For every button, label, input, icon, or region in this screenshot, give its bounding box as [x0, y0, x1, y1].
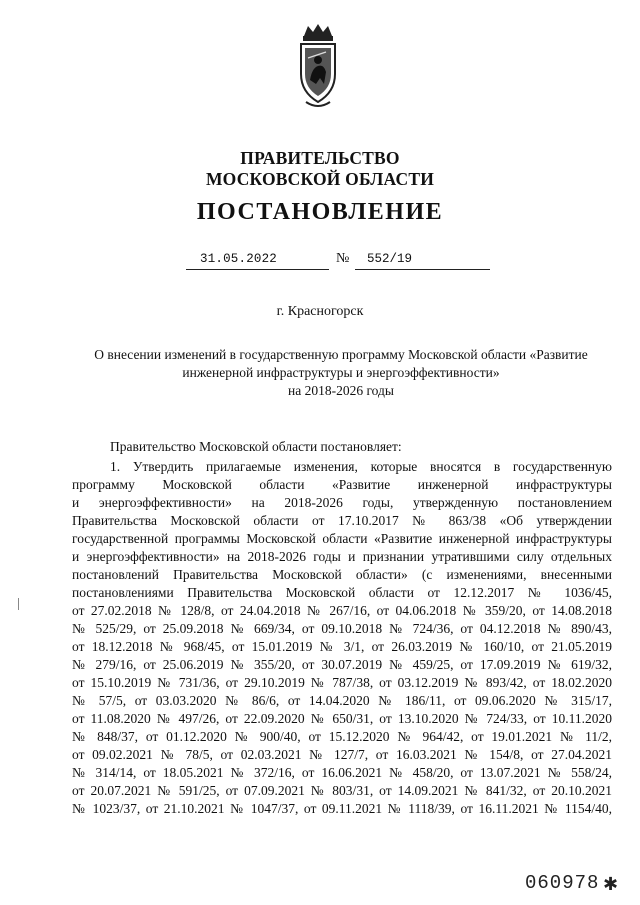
- number-field: [355, 252, 490, 270]
- body-line: от 11.08.2020 № 497/26, от 22.09.2020 № 650/31, от 13.10.2020 № 724/33, от 10.11.2020: [72, 711, 612, 726]
- document-type-title: ПОСТАНОВЛЕНИЕ: [196, 199, 444, 225]
- body-line: и энергоэффективности» на 2018-2026 годы, утвержденную постановлением: [72, 495, 612, 510]
- body-line: № 848/37, от 01.12.2020 № 900/40, от 15.12.2020 № 964/42, от 19.01.2021 № 11/2,: [72, 729, 612, 744]
- body-line: № 1023/37, от 21.10.2021 № 1047/37, от 09.11.2021 № 1118/39, от 16.11.2021 № 1154/40,: [72, 801, 612, 816]
- document-subject: [60, 346, 622, 400]
- body-line: постановлений Правительства Московской области» (с изменениями, внесенными: [72, 567, 612, 582]
- body-line: от 15.10.2019 № 731/36, от 29.10.2019 № 787/38, от 03.12.2019 № 893/42, от 18.02.2020: [72, 675, 612, 690]
- body-line: постановлениями Правительства Московской области от 12.12.2017 № 1036/45,: [72, 585, 612, 600]
- body-line: государственной программы Московской области «Развитие инженерной инфраструктуры: [72, 531, 612, 546]
- subject-line: инженерной инфраструктуры и энергоэффективности»: [182, 365, 500, 380]
- asterisk-icon: ✱: [603, 874, 619, 894]
- body-line: № 314/14, от 18.05.2021 № 372/16, от 16.06.2021 № 458/20, от 13.07.2021 № 558/24,: [72, 765, 612, 780]
- body-line: Правительства Московской области от 17.10.2017 № 863/38 «Об утверждении: [72, 513, 612, 528]
- body-line: от 27.02.2018 № 128/8, от 24.04.2018 № 267/16, от 04.06.2018 № 359/20, от 14.08.2018: [72, 603, 612, 618]
- document-date: 31.05.2022: [200, 252, 278, 266]
- body-line: программу Московской области «Развитие инженерной инфраструктуры: [72, 477, 612, 492]
- body-line: № 57/5, от 03.03.2020 № 86/6, от 14.04.2020 № 186/11, от 09.06.2020 № 315/17,: [72, 693, 612, 708]
- body-line: от 18.12.2018 № 968/45, от 15.01.2019 № 3/1, от 26.03.2019 № 160/10, от 21.05.2019: [72, 639, 612, 654]
- document-number: 552/19: [367, 252, 413, 266]
- body-line: и энергоэффективности» на 2018-2026 годы и признании утратившими силу отдельных: [72, 549, 612, 564]
- organization-name-line1: ПРАВИТЕЛЬСТВО: [240, 148, 400, 168]
- subject-line: О внесении изменений в государственную программу Московской области «Развитие: [94, 347, 588, 362]
- body-intro: Правительство Московской области постановляет:: [110, 439, 402, 454]
- date-number-line: [0, 252, 640, 274]
- coat-of-arms-icon: [296, 22, 340, 110]
- body-paragraph: [72, 458, 612, 818]
- organization-name-line2: МОСКОВСКОЙ ОБЛАСТИ: [205, 169, 435, 189]
- subject-line: на 2018-2026 годы: [288, 383, 394, 398]
- body-line: от 09.02.2021 № 78/5, от 02.03.2021 № 127/7, от 16.03.2021 № 154/8, от 27.04.2021: [72, 747, 612, 762]
- body-line: № 525/29, от 25.09.2018 № 669/34, от 09.10.2018 № 724/36, от 04.12.2018 № 890/43,: [72, 621, 612, 636]
- serial-number: 060978: [525, 872, 600, 894]
- date-field: [186, 252, 329, 270]
- city-name: г. Красногорск: [276, 304, 364, 319]
- body-line: 1. Утвердить прилагаемые изменения, которые вносятся в государственную: [110, 459, 612, 474]
- number-sign: №: [336, 251, 350, 266]
- margin-tick: [18, 598, 19, 610]
- body-line: № 279/16, от 25.06.2019 № 355/20, от 30.07.2019 № 459/25, от 17.09.2019 № 619/32,: [72, 657, 612, 672]
- body-line: от 20.07.2021 № 591/25, от 07.09.2021 № 803/31, от 14.09.2021 № 841/32, от 20.10.2021: [72, 783, 612, 798]
